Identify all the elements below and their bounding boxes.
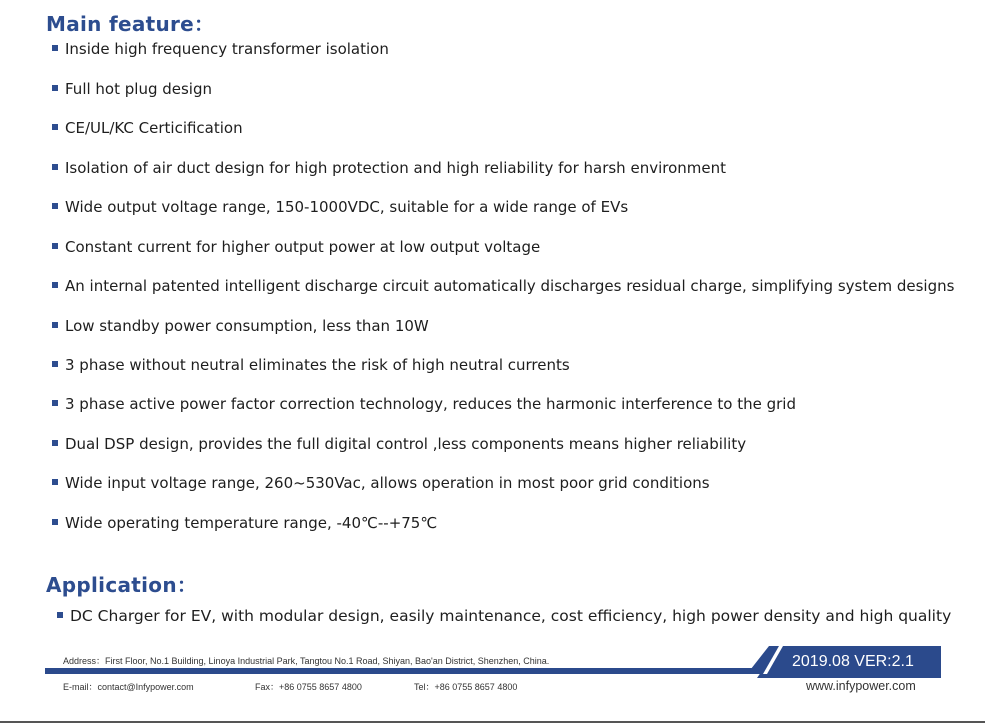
square-bullet-icon bbox=[52, 361, 58, 367]
feature-item bbox=[52, 275, 954, 297]
main-feature-heading: Main feature： bbox=[46, 12, 215, 36]
square-bullet-icon bbox=[52, 243, 58, 249]
feature-text: Inside high frequency transformer isolation bbox=[65, 40, 389, 58]
feature-item bbox=[52, 393, 796, 415]
feature-text: 3 phase without neutral eliminates the risk of high neutral currents bbox=[65, 356, 570, 374]
square-bullet-icon bbox=[52, 519, 58, 525]
feature-item bbox=[52, 512, 437, 534]
feature-text: 3 phase active power factor correction technology, reduces the harmonic interference to the grid bbox=[65, 395, 797, 413]
square-bullet-icon bbox=[52, 85, 58, 91]
contact-tel: Tel：+86 0755 8657 4800 bbox=[414, 682, 518, 692]
version-label: 2019.08 VER:2.1 bbox=[792, 653, 914, 670]
square-bullet-icon bbox=[52, 479, 58, 485]
contact-fax: Fax：+86 0755 8657 4800 bbox=[255, 682, 362, 692]
square-bullet-icon bbox=[52, 400, 58, 406]
square-bullet-icon bbox=[52, 124, 58, 130]
feature-text: Wide output voltage range, 150-1000VDC, suitable for a wide range of EVs bbox=[65, 198, 629, 216]
square-bullet-icon bbox=[52, 45, 58, 51]
square-bullet-icon bbox=[52, 164, 58, 170]
feature-item bbox=[52, 472, 710, 494]
feature-item bbox=[52, 315, 429, 337]
feature-text: Isolation of air duct design for high protection and high reliability for harsh environment bbox=[65, 159, 726, 177]
square-bullet-icon bbox=[52, 203, 58, 209]
feature-text: Wide operating temperature range, -40℃--+75℃ bbox=[65, 514, 438, 532]
feature-item bbox=[52, 117, 243, 139]
feature-text: CE/UL/KC Certicification bbox=[65, 119, 243, 137]
feature-text: Full hot plug design bbox=[65, 80, 212, 98]
company-address: Address：First Floor, No.1 Building, Linoya Industrial Park, Tangtou No.1 Road, Shiyan, Bao'an District, Shenzhen, China. bbox=[63, 656, 550, 666]
square-bullet-icon bbox=[52, 322, 58, 328]
feature-item bbox=[52, 354, 570, 376]
feature-item bbox=[52, 157, 726, 179]
feature-text: An internal patented intelligent discharge circuit automatically discharges residual charge, simplifying system designs bbox=[65, 277, 955, 295]
feature-text: Constant current for higher output power at low output voltage bbox=[65, 238, 541, 256]
website-link[interactable]: www.infypower.com bbox=[806, 679, 916, 693]
feature-item bbox=[52, 196, 628, 218]
page-bottom-rule bbox=[0, 721, 985, 723]
application-text: DC Charger for EV, with modular design, easily maintenance, cost efficiency, high power density and high quality bbox=[70, 607, 952, 625]
feature-text: Dual DSP design, provides the full digital control ,less components means higher reliability bbox=[65, 435, 747, 453]
contact-email: E-mail：contact@Infypower.com bbox=[63, 682, 194, 692]
feature-item bbox=[52, 236, 540, 258]
square-bullet-icon bbox=[52, 440, 58, 446]
feature-item bbox=[52, 78, 212, 100]
feature-item bbox=[52, 433, 746, 455]
feature-item bbox=[52, 38, 389, 60]
feature-text: Wide input voltage range, 260~530Vac, allows operation in most poor grid conditions bbox=[65, 474, 710, 492]
application-item bbox=[57, 605, 951, 627]
square-bullet-icon bbox=[57, 612, 63, 618]
application-heading: Application： bbox=[46, 573, 198, 597]
square-bullet-icon bbox=[52, 282, 58, 288]
feature-text: Low standby power consumption, less than 10W bbox=[65, 317, 429, 335]
